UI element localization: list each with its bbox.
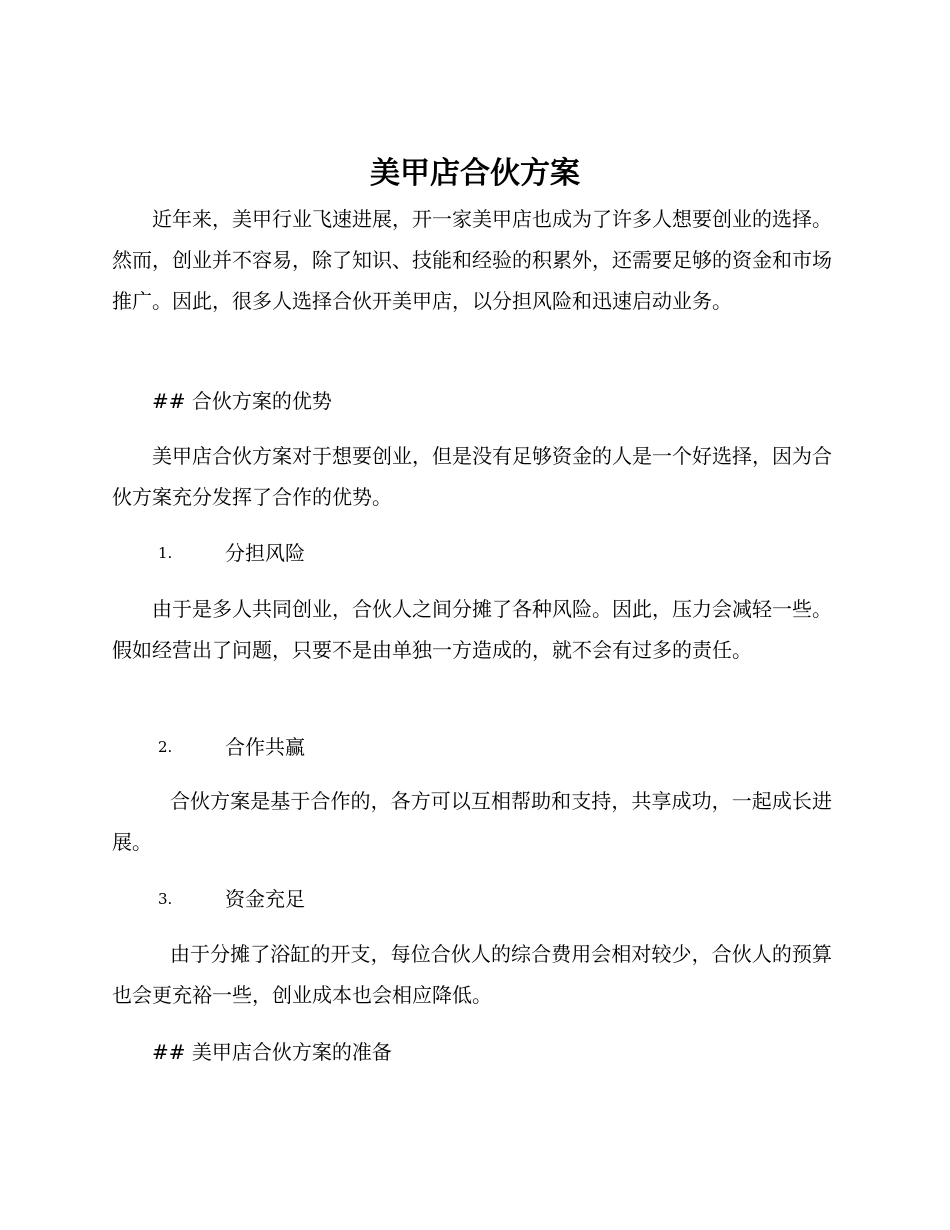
item-2-paragraph: 合伙方案是基于合作的，各方可以互相帮助和支持，共享成功，一起成长进展。 bbox=[112, 789, 832, 854]
section-heading-advantages: ## 合伙方案的优势 bbox=[152, 389, 332, 413]
list-number: 1. bbox=[158, 544, 173, 562]
list-item-title: 分担风险 bbox=[225, 541, 305, 565]
list-number: 2. bbox=[158, 738, 173, 756]
intro-paragraph: 近年来，美甲行业飞速进展，开一家美甲店也成为了许多人想要创业的选择。然而，创业并不容易，除了知识、技能和经验的积累外，还需要足够的资金和市场推广。因此，很多人选择合伙开美甲店，以分担风险和迅速启动业务。 bbox=[112, 207, 832, 313]
item-1-paragraph: 由于是多人共同创业，合伙人之间分摊了各种风险。因此，压力会减轻一些。假如经营出了问题，只要不是由单独一方造成的，就不会有过多的责任。 bbox=[112, 597, 832, 662]
list-number: 3. bbox=[158, 890, 173, 908]
list-item-title: 合作共赢 bbox=[225, 735, 305, 759]
advantages-intro-paragraph: 美甲店合伙方案对于想要创业，但是没有足够资金的人是一个好选择，因为合伙方案充分发挥了合作的优势。 bbox=[112, 444, 832, 509]
section-heading-preparation: ## 美甲店合伙方案的准备 bbox=[152, 1040, 392, 1064]
document-title: 美甲店合伙方案 bbox=[370, 156, 580, 191]
list-item-title: 资金充足 bbox=[225, 887, 305, 911]
item-3-paragraph: 由于分摊了浴缸的开支，每位合伙人的综合费用会相对较少，合伙人的预算也会更充裕一些，创业成本也会相应降低。 bbox=[112, 942, 832, 1007]
